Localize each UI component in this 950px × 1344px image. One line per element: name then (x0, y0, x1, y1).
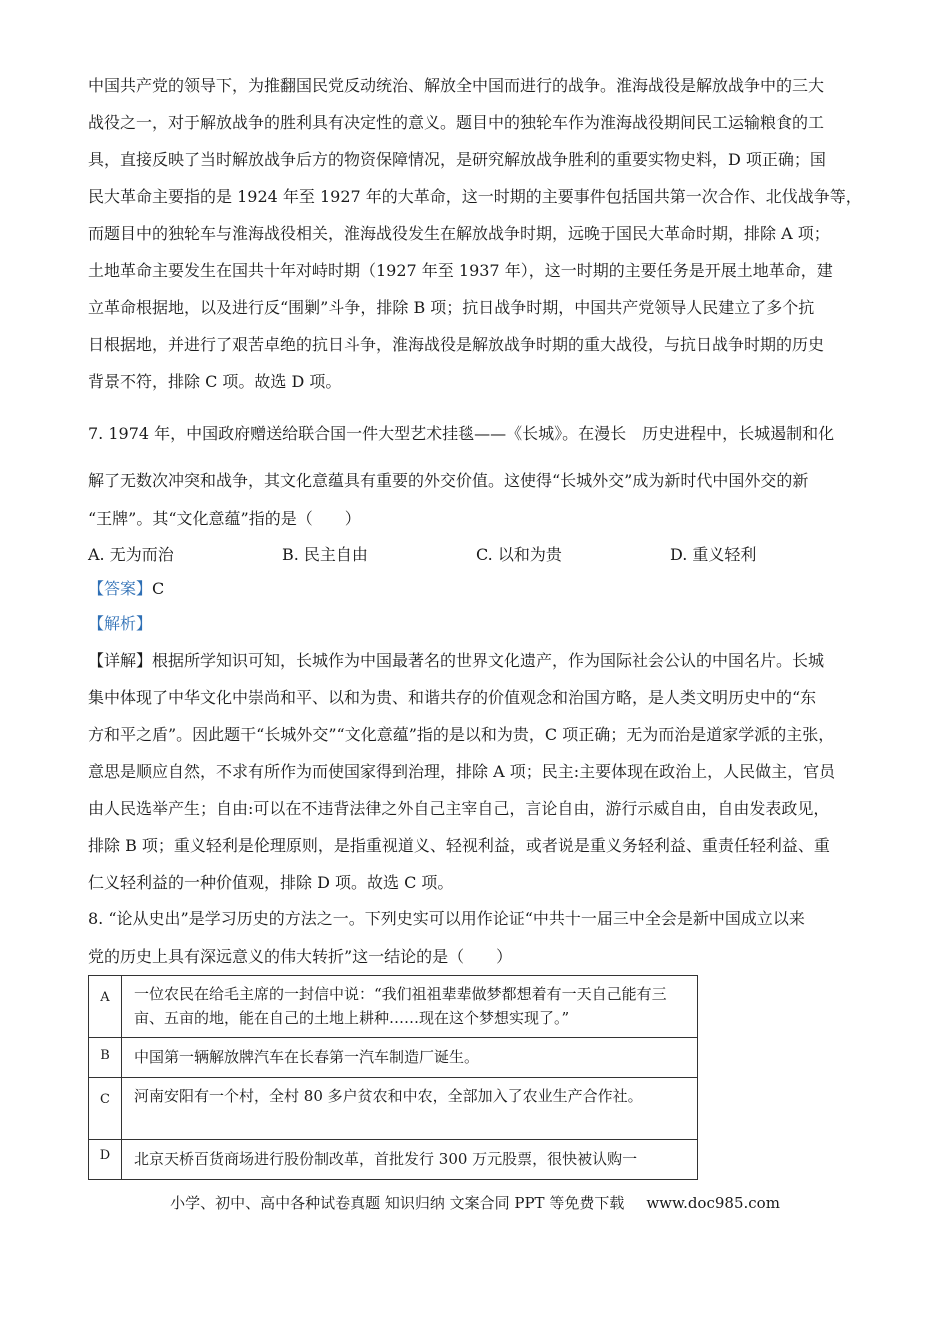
option-c: C. 以和为贵 (476, 545, 562, 564)
text-line: 党的历史上具有深远意义的伟大转折”这一结论的是（ ） (88, 947, 513, 966)
text-line: 日根据地，并进行了艰苦卓绝的抗日斗争，淮海战役是解放战争时期的重大战役，与抗日战争时期的历史 (88, 335, 825, 354)
text-line: 战役之一，对于解放战争的胜利具有决定性的意义。题目中的独轮车作为淮海战役期间民工运输粮食的工 (88, 113, 825, 132)
text-line: 仁义轻利益的一种价值观，排除 D 项。故选 C 项。 (88, 873, 454, 892)
footer-text: 小学、初中、高中各种试卷真题 知识归纳 文案合同 PPT 等免费下载 (170, 1194, 625, 1212)
option-d: D. 重义轻利 (670, 545, 757, 564)
table-row (89, 976, 698, 1038)
table-row (89, 1038, 698, 1078)
table-row (89, 1078, 698, 1140)
text-line: 土地革命主要发生在国共十年对峙时期（1927 年至 1937 年），这一时期的主要任务是开展土地革命，建 (88, 261, 833, 280)
text-line: 7. 1974 年，中国政府赠送给联合国一件大型艺术挂毯——《长城》。在漫长 历史进程中，长城遏制和化 (88, 424, 835, 443)
choice-text: 河南安阳有一个村，全村 80 多户贫农和中农，全部加入了农业生产合作社。 (122, 1078, 698, 1140)
text-line: 而题目中的独轮车与淮海战役相关，淮海战役发生在解放战争时期，远晚于国民大革命时期，排除 A 项； (88, 224, 830, 243)
text-line: 解了无数次冲突和战争，其文化意蕴具有重要的外交价值。这使得“长城外交”成为新时代中国外交的新 (88, 471, 809, 490)
table-row (89, 1140, 698, 1180)
question-8-choice-table (88, 975, 698, 1180)
answer-label: 【答案】 (88, 579, 153, 598)
text-line: 中国共产党的领导下，为推翻国民党反动统治、解放全中国而进行的战争。淮海战役是解放战争中的三大 (88, 76, 825, 95)
choice-text: 中国第一辆解放牌汽车在长春第一汽车制造厂诞生。 (122, 1038, 698, 1078)
text-line: 【详解】根据所学知识可知，长城作为中国最著名的世界文化遗产，作为国际社会公认的中国名片。长城 (88, 651, 825, 670)
choice-letter: D (89, 1140, 122, 1180)
choice-letter: C (89, 1078, 122, 1140)
text-line: 民大革命主要指的是 1924 年至 1927 年的大革命，这一时期的主要事件包括国共第一次合作、北伐战争等， (88, 187, 862, 206)
question-7-detail (88, 642, 863, 901)
option-a: A. 无为而治 (88, 545, 174, 564)
answer-value: C (152, 579, 165, 598)
question-7-options (88, 540, 863, 570)
option-b: B. 民主自由 (282, 545, 368, 564)
question-7-stem (88, 415, 863, 538)
text-line: 具，直接反映了当时解放战争后方的物资保障情况，是研究解放战争胜利的重要实物史料，D 项正确；国 (88, 150, 826, 169)
question-8-stem (88, 900, 863, 976)
choice-letter: A (89, 976, 122, 1038)
answer-line (88, 574, 164, 604)
footer-url[interactable]: www.doc985.com (646, 1194, 780, 1212)
text-line: 集中体现了中华文化中崇尚和平、以和为贵、和谐共存的价值观念和治国方略，是人类文明历史中的“东 (88, 688, 817, 707)
choice-letter: B (89, 1038, 122, 1078)
text-line: 8. “论从史出”是学习历史的方法之一。下列史实可以用作论证“中共十一届三中全会是新中国成立以来 (88, 909, 805, 928)
text-line: 方和平之盾”。因此题干“长城外交”“文化意蕴”指的是以和为贵，C 项正确；无为而治是道家学派的主张， (88, 725, 835, 744)
text-line: “王牌”。其“文化意蕴”指的是（ ） (88, 509, 361, 528)
choice-text: 一位农民在给毛主席的一封信中说：“我们祖祖辈辈做梦都想着有一天自己能有三亩、五亩的地，能在自己的土地上耕种……现在这个梦想实现了。” (122, 976, 698, 1038)
analysis-label: 【解析】 (88, 614, 153, 633)
text-line: 背景不符，排除 C 项。故选 D 项。 (88, 372, 342, 391)
text-line: 排除 B 项；重义轻利是伦理原则，是指重视道义、轻视利益，或者说是重义务轻利益、重责任轻利益、重 (88, 836, 830, 855)
text-line: 由人民选举产生；自由:可以在不违背法律之外自己主宰自己，言论自由，游行示威自由，自由发表政见， (88, 799, 830, 818)
page-footer (0, 1192, 950, 1213)
text-line: 立革命根据地，以及进行反“围剿”斗争，排除 B 项；抗日战争时期，中国共产党领导人民建立了多个抗 (88, 298, 815, 317)
text-line: 意思是顺应自然，不求有所作为而使国家得到治理，排除 A 项；民主:主要体现在政治上，人民做主，官员 (88, 762, 836, 781)
intro-paragraph (88, 67, 863, 400)
choice-text: 北京天桥百货商场进行股份制改革，首批发行 300 万元股票，很快被认购一 (122, 1140, 698, 1180)
